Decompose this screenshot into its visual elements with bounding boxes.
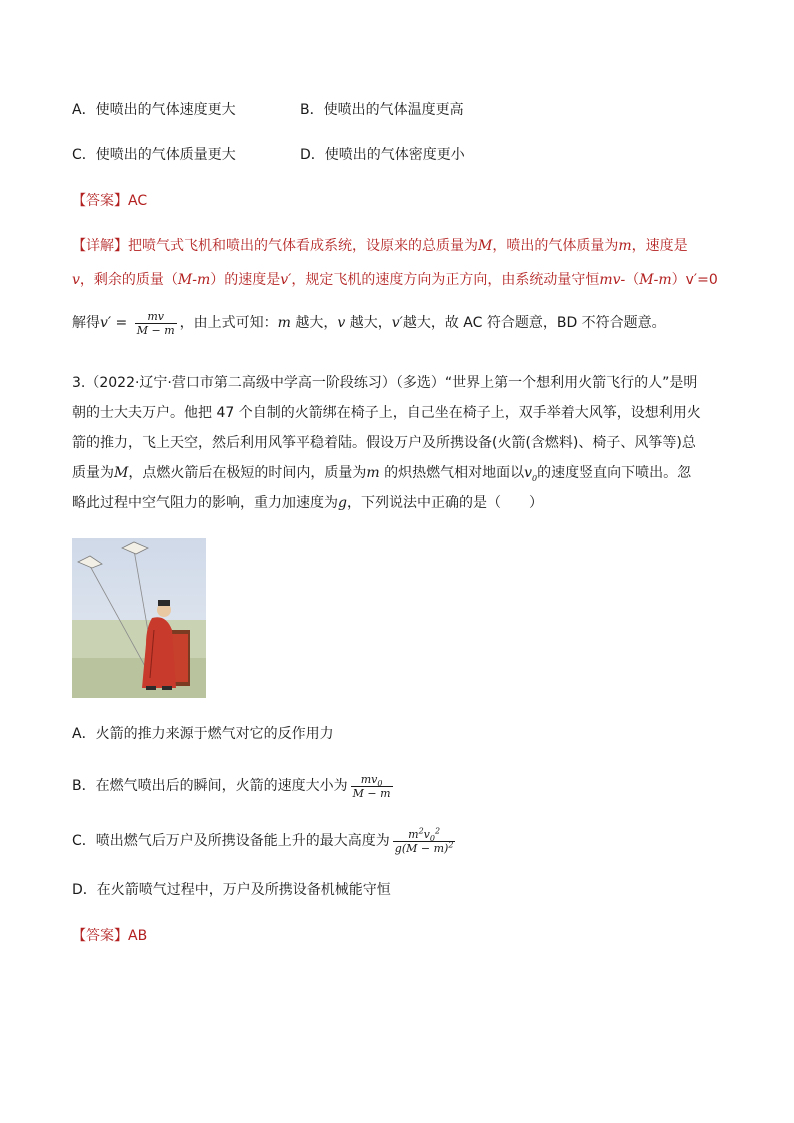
q2-detail-line1: 【详解】把喷气式飞机和喷出的气体看成系统，设原来的总质量为M，喷出的气体质量为m，速度是: [72, 238, 688, 254]
q3-answer: 【答案】AB: [72, 928, 148, 944]
q3-stem: 3.（2022·辽宁·营口市第二高级中学高一阶段练习）（多选）“世界上第一个想利用火箭飞行的人”是明 朝的士大夫万户。他把 47 个自制的火箭绑在椅子上，自己坐在椅子上，双手举着大风筝，设想利用火 箭的推力，飞上天空，然后利用风筝平稳着陆。假设万户及所携设备(火箭(含燃料)、椅子、风筝等)总 质量为M，点燃火箭后在极短的时间内，质量为m 的炽热燃气相对地面以$v_0$的速度竖直向下喷出。忽 略此过程中空气阻力的影响，重力加速度为g，下列说法中正确的是（ ）: [72, 375, 701, 511]
q2-option-c: C．使喷出的气体质量更大: [72, 147, 236, 163]
q2-detail-line2: v，剩余的质量（M-m）的速度是v′，规定飞机的速度方向为正方向，由系统动量守恒mv-（M-m）v′=0: [72, 272, 718, 288]
q2-option-d: D．使喷出的气体密度更小: [300, 147, 465, 163]
q2-answer: 【答案】AC: [72, 193, 148, 209]
q3-option-d: D．在火箭喷气过程中，万户及所携设备机械能守恒: [72, 882, 391, 898]
option-b-fraction: $\frac{mv_0}{M - m}$: [352, 772, 391, 800]
option-c-fraction: $\frac{m^2v_0^2}{g(M - m)^2}$: [394, 825, 454, 855]
q3-option-b: B．在燃气喷出后的瞬间，火箭的速度大小为 $\frac{mv_0}{M - m}$: [72, 772, 391, 800]
solution-fraction: $\frac{mv}{M - m}$: [136, 309, 175, 337]
q2-option-a: A．使喷出的气体速度更大: [72, 102, 236, 118]
q2-solution: 解得v′ = $\frac{mv}{M - m}$ ，由上式可知：m 越大，v 越大，v′越大，故 AC 符合题意，BD 不符合题意。: [72, 309, 666, 337]
q3-option-c: C．喷出燃气后万户及所携设备能上升的最大高度为 $\frac{m^2v_0^2}{g(M - m)^2}$: [72, 825, 454, 855]
q2-option-b: B．使喷出的气体温度更高: [300, 102, 464, 118]
wanhu-rocket-chair-illustration: [72, 538, 206, 698]
q3-option-a: A．火箭的推力来源于燃气对它的反作用力: [72, 726, 334, 742]
